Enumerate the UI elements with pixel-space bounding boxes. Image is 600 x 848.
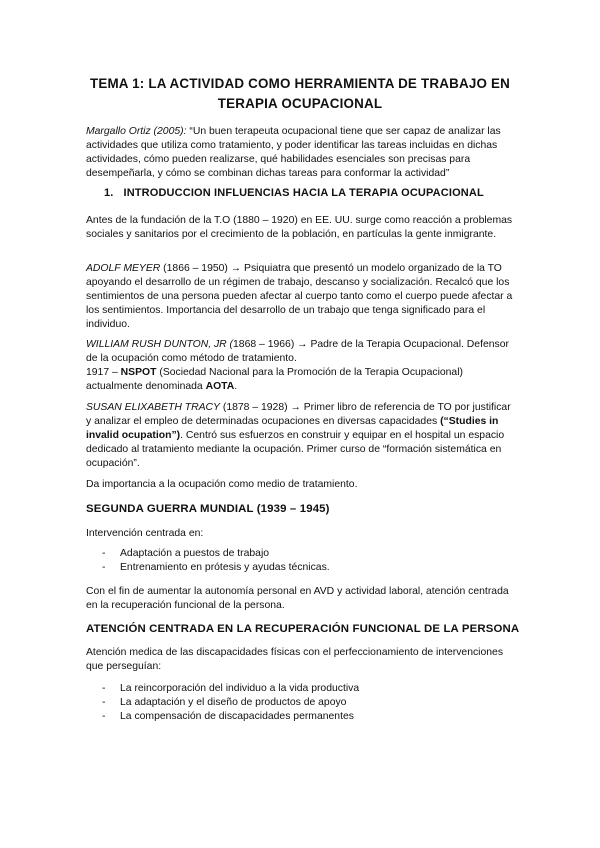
section-1-title: INTRODUCCION INFLUENCIAS HACIA LA TERAPIA OCUPACIONAL — [123, 187, 484, 199]
intro-quote — [86, 125, 518, 181]
section-3-intro: Atención medica de las discapacidades físicas con el perfeccionamiento de intervenciones que perseguían: — [86, 647, 504, 672]
paragraph-importance: Da importancia a la ocupación como medio de tratamiento. — [86, 479, 358, 490]
paragraph-before-foundation: Antes de la fundación de la T.O (1880 – 1920) en EE. UU. surge como reacción a problemas sociales y sanitarios por el crecimiento de la población, en partículas la gente inmigrante. — [86, 215, 513, 240]
section-2-intro: Intervención centrada en: — [86, 528, 204, 539]
page-title-line-2: TERAPIA OCUPACIONAL — [217, 96, 383, 111]
aota-acronym: AOTA — [205, 381, 235, 392]
section-2-paragraph: Con el fin de aumentar la autonomía personal en AVD y actividad laboral, atención centrada en la recuperación funcional de la persona. — [86, 586, 509, 611]
list-item: - La reincorporación del individuo a la vida productiva — [86, 682, 518, 696]
paragraph-adolf-meyer — [86, 262, 518, 332]
name-adolf-meyer: ADOLF MEYER — [86, 263, 161, 274]
paragraph-dunton — [86, 338, 518, 394]
section-2-list — [86, 547, 518, 575]
section-2-heading: SEGUNDA GUERRA MUNDIAL (1939 – 1945) — [86, 503, 330, 515]
text-tracy-1: (1878 – 1928) → Primer libro de referencia de TO por justificar y analizar el empleo de determinadas ocupaciones en diversas capacidades — [86, 402, 511, 427]
page-title-line-1: TEMA 1: LA ACTIVIDAD COMO HERRAMIENTA DE TRABAJO EN — [89, 76, 511, 91]
text-dunton: 1868 – 1966) → Padre de la Terapia Ocupacional. Defensor de la ocupación como método de tratamiento. — [86, 339, 509, 364]
nspot-year: 1917 – — [86, 367, 121, 378]
name-tracy: SUSAN ELIXABETH TRACY — [86, 402, 220, 413]
quote-author: Margallo Ortiz (2005): — [86, 126, 187, 137]
paragraph-tracy — [86, 401, 518, 471]
section-1-heading — [104, 187, 484, 199]
name-dunton: WILLIAM RUSH DUNTON, JR ( — [86, 339, 234, 350]
section-3-heading: ATENCIÓN CENTRADA EN LA RECUPERACIÓN FUNCIONAL DE LA PERSONA — [86, 623, 520, 635]
tracy-book-title: (“Studies in invalid ocupation”) — [86, 416, 499, 441]
list-item: - La adaptación y el diseño de productos de apoyo — [86, 696, 518, 710]
list-item: - Entrenamiento en prótesis y ayudas técnicas. — [86, 561, 518, 575]
nspot-text: (Sociedad Nacional para la Promoción de la Terapia Ocupacional) actualmente denominada — [86, 367, 463, 392]
section-3-list — [86, 682, 518, 724]
quote-text: “Un buen terapeuta ocupacional tiene que ser capaz de analizar las actividades que utiliza como tratamiento, y poder identificar las tareas incluidas en dichas actividades, cómo pueden realizarse, qué habilidades esenciales son precisas para desempeñarla, y cómo se combinan dichas tareas para conformar la actividad” — [86, 126, 501, 179]
nspot-acronym: NSPOT — [120, 367, 157, 378]
list-item: - La compensación de discapacidades permanentes — [86, 710, 518, 724]
text-adolf-meyer: (1866 – 1950) → Psiquiatra que presentó un modelo organizado de la TO apoyando el desarrollo de un régimen de trabajo, descanso y socialización. Recalcó que los sentimientos de una persona pueden afectar al cuerpo tanto como el cuerpo puede afectar a los sentimientos. Importancia del desarrollo de un trabajo que tenga significado para el individuo. — [86, 263, 513, 330]
aota-period: . — [234, 381, 238, 392]
list-item: - Adaptación a puestos de trabajo — [86, 547, 518, 561]
section-1-number: 1. — [104, 187, 114, 199]
text-tracy-2: . Centró sus esfuerzos en construir y equipar en el hospital un espacio dedicado al tratamiento mediante la ocupación. Primer curso de “formación sistemática en ocupación”. — [86, 430, 505, 469]
